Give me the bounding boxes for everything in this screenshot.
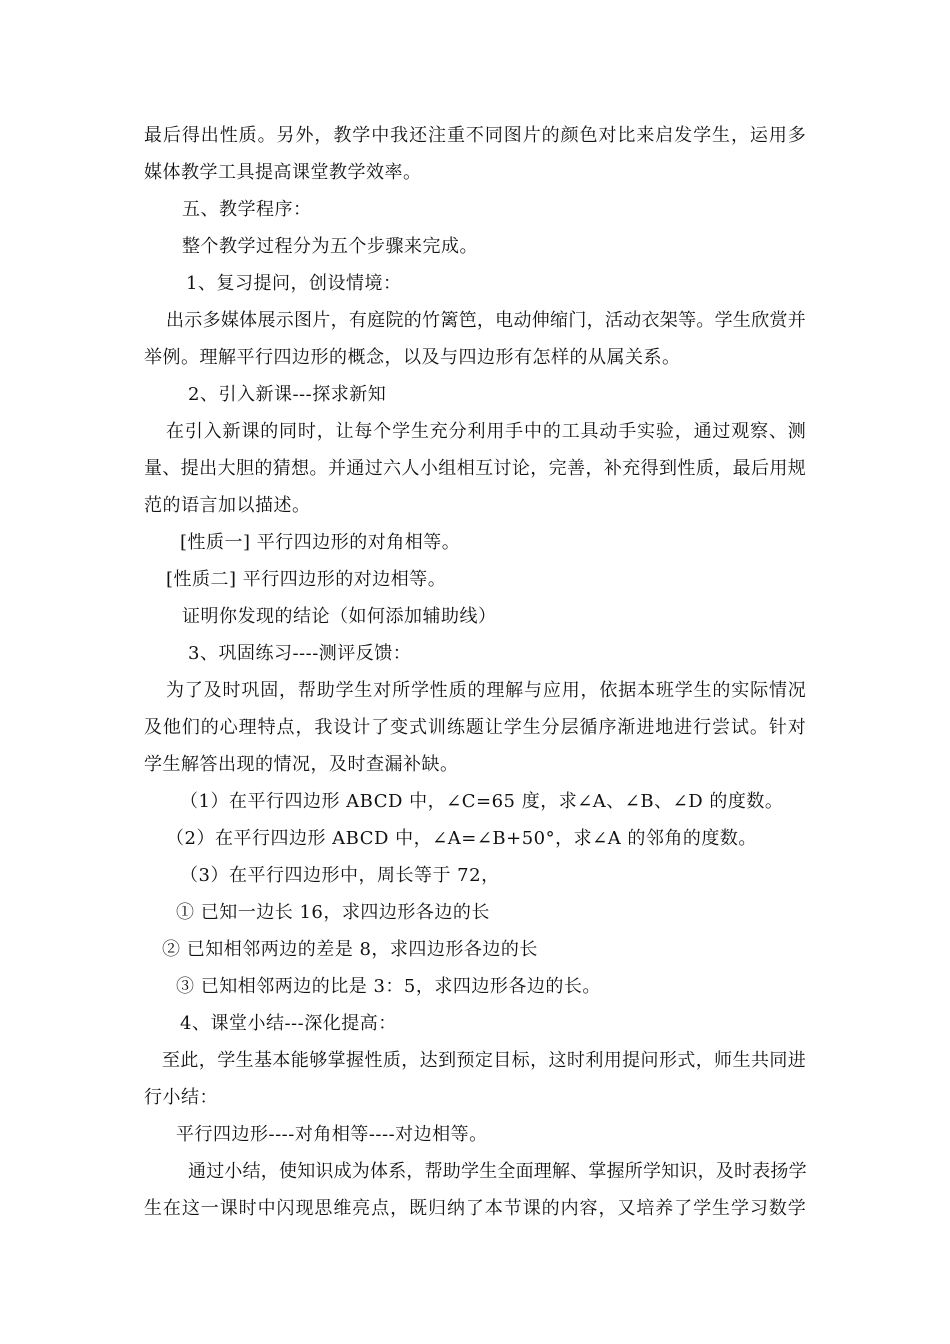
paragraph-line: 为了及时巩固，帮助学生对所学性质的理解与应用，依据本班学生的实际情况 [166, 680, 806, 701]
paragraph-line: 范的语言加以描述。 [144, 495, 311, 516]
paragraph-line: 学生解答出现的情况，及时查漏补缺。 [144, 754, 459, 775]
step-heading: 1、复习提问，创设情境： [186, 273, 402, 294]
paragraph-line: 至此，学生基本能够掌握性质，达到预定目标，这时利用提问形式，师生共同进 [162, 1050, 806, 1071]
section-heading: 五、教学程序： [182, 199, 312, 220]
paragraph-line: 在引入新课的同时，让每个学生充分利用手中的工具动手实验，通过观察、测 [166, 421, 806, 442]
step-heading: 4、课堂小结---深化提高： [180, 1013, 397, 1034]
paragraph-line: 量、提出大胆的猜想。并通过六人小组相互讨论，完善，补充得到性质，最后用规 [144, 458, 806, 479]
property-line: [性质二] 平行四边形的对边相等。 [166, 569, 447, 590]
step-heading: 3、巩固练习----测评反馈： [188, 643, 412, 664]
paragraph-line: 行小结： [144, 1087, 218, 1108]
paragraph-line: 出示多媒体展示图片，有庭院的竹篱笆，电动伸缩门，活动衣架等。学生欣赏并 [166, 310, 806, 331]
property-line: [性质一] 平行四边形的对角相等。 [180, 532, 461, 553]
step-heading: 2、引入新课---探求新知 [188, 384, 387, 405]
exercise-line: （3）在平行四边形中，周长等于 72， [180, 865, 500, 886]
exercise-subitem: ③ 已知相邻两边的比是 3：5，求四边形各边的长。 [176, 976, 601, 997]
paragraph-line: 生在这一课时中闪现思维亮点，既归纳了本节课的内容，又培养了学生学习数学 [144, 1198, 806, 1219]
exercise-line: （2）在平行四边形 ABCD 中，∠A=∠B+50°，求∠A 的邻角的度数。 [166, 828, 757, 849]
exercise-subitem: ② 已知相邻两边的差是 8，求四边形各边的长 [162, 939, 538, 960]
paragraph-line: 证明你发现的结论（如何添加辅助线） [182, 606, 497, 627]
paragraph-line: 最后得出性质。另外，教学中我还注重不同图片的颜色对比来启发学生，运用多 [144, 125, 806, 146]
exercise-subitem: ① 已知一边长 16，求四边形各边的长 [176, 902, 490, 923]
exercise-line: （1）在平行四边形 ABCD 中，∠C=65 度，求∠A、∠B、∠D 的度数。 [180, 791, 784, 812]
paragraph-line: 整个教学过程分为五个步骤来完成。 [182, 236, 478, 257]
summary-line: 平行四边形----对角相等----对边相等。 [176, 1124, 488, 1145]
paragraph-line: 通过小结，使知识成为体系，帮助学生全面理解、掌握所学知识，及时表扬学 [188, 1161, 807, 1182]
paragraph-line: 及他们的心理特点，我设计了变式训练题让学生分层循序渐进地进行尝试。针对 [144, 717, 806, 738]
paragraph-line: 举例。理解平行四边形的概念，以及与四边形有怎样的从属关系。 [144, 347, 681, 368]
paragraph-line: 媒体教学工具提高课堂教学效率。 [144, 162, 422, 183]
